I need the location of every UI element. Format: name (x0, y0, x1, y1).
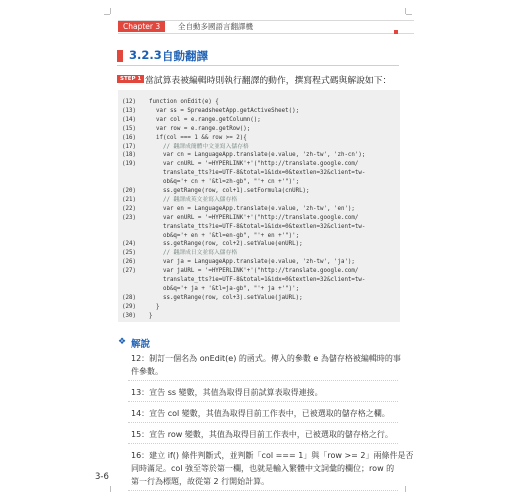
note-separator (128, 490, 398, 491)
code-text: translate_tts?ie=UTF-8&total=1&idx=0&textlen=32&client=tw- (149, 277, 366, 283)
code-listing (118, 90, 400, 322)
step-text: 當試算表被編輯時則執行翻譯的動作，撰寫程式碼與解說如下： (145, 76, 392, 86)
code-line-number: (18) (122, 152, 136, 159)
code-text: var cnURL = '=HYPERLINK'+'("http://translate.google.com/ (149, 161, 359, 168)
code-text: var ss = SpreadsheetApp.getActiveSheet(); (149, 107, 300, 114)
code-comment: // 翻譯成簡體中文並寫入儲存格 (149, 143, 249, 150)
section-rule (117, 65, 399, 66)
header-rule-bottom (118, 33, 414, 34)
code-line-number: (25) (122, 250, 136, 257)
code-line-number: (13) (122, 107, 136, 114)
chapter-tag: Chapter 3 (118, 21, 165, 32)
code-line-number: (20) (122, 188, 136, 194)
page-number: 3-6 (95, 472, 109, 482)
code-line-number: (27) (122, 268, 136, 275)
explanation-note-line: 12：制訂一個名為 onEdit(e) 的函式。傳入的參數 e 為儲存格被編輯時的事 (131, 354, 401, 363)
header-marker (394, 30, 398, 34)
code-line-number: (16) (122, 134, 136, 141)
code-comment: // 翻譯成英文並寫入儲存格 (149, 196, 238, 203)
chapter-title: 全自動多國語言翻譯機 (178, 22, 253, 31)
code-text: if(col === 1 && row >= 2){ (149, 134, 247, 141)
note-separator (128, 422, 398, 423)
code-text: translate_tts?ie=UTF-8&total=1&idx=0&textlen=32&client=tw- (149, 170, 366, 177)
code-text: } (149, 303, 160, 310)
code-line-number: (12) (122, 99, 136, 105)
section-title: 自動翻譯 (162, 49, 208, 63)
code-text: ob&q='+ ja + '&tl=ja-gb", "'+ ja +'")'; (149, 285, 300, 292)
code-text: var en = LanguageApp.translate(e.value, 'zh-tw', 'en'); (149, 205, 355, 212)
explanation-icon: ❖ (118, 337, 127, 347)
note-separator (128, 401, 398, 402)
section-number: 3.2.3 (129, 48, 162, 62)
code-line-number: (17) (122, 143, 136, 150)
code-line-number: (14) (122, 116, 136, 123)
explanation-note-line: 15：宣告 row 變數，其值為取得目前工作表中，已被選取的儲存格之行。 (131, 430, 393, 439)
code-line-number: (21) (122, 196, 136, 203)
code-line-number: (28) (122, 294, 136, 301)
note-separator (128, 443, 398, 444)
code-text: var col = e.range.getColumn(); (149, 116, 261, 123)
code-line-number: (22) (122, 205, 136, 212)
code-line-number: (26) (122, 259, 136, 266)
code-text: ob&q='+ en + '&tl=en-gb", "'+ en +'")'; (149, 232, 300, 239)
code-text: ss.getRange(row, col+3).setValue(jaURL); (149, 294, 303, 301)
explanation-title: 解說 (131, 339, 151, 350)
code-line-number: (24) (122, 241, 136, 248)
code-text: ob&q='+ cn + '&tl=zh-gb", "'+ cn +'")'; (149, 179, 300, 186)
code-text: } (149, 312, 153, 319)
step-badge: STEP 1 (117, 75, 144, 83)
code-text: ss.getRange(row, col+2).setValue(enURL); (149, 241, 303, 248)
code-text: function onEdit(e) { (149, 99, 219, 105)
code-text: var row = e.range.getRow(); (149, 125, 251, 132)
explanation-note-line: 第一行為標題，故從第 2 行開始計算。 (131, 477, 270, 486)
code-line-number: (19) (122, 161, 136, 168)
code-text: var ja = LanguageApp.translate(e.value, 'zh-tw', 'ja'); (149, 259, 355, 266)
explanation-note-line: 件參數。 (131, 367, 163, 376)
code-comment: // 翻譯成日文並寫入儲存格 (149, 250, 238, 257)
code-line-number: (15) (122, 125, 136, 132)
code-text: var cn = LanguageApp.translate(e.value, 'zh-tw', 'zh-cn'); (149, 152, 366, 159)
crop-mark (405, 486, 406, 492)
code-line-number: (30) (122, 312, 136, 319)
crop-mark (110, 486, 111, 492)
explanation-note-line: 13：宣告 ss 變數，其值為取得目前試算表取得連接。 (131, 388, 323, 397)
note-separator (128, 380, 398, 381)
code-line-number: (29) (122, 303, 136, 310)
code-text: translate_tts?ie=UTF-8&total=1&idx=0&textlen=32&client=tw- (149, 223, 366, 230)
explanation-note-line: 同時滿足。col 強至等於第一欄，也就是輸入繁體中文詞彙的欄位；row 的 (131, 464, 395, 473)
section-marker (117, 50, 123, 62)
code-text: var jaURL = '=HYPERLINK'+'("http://translate.google.com/ (149, 268, 359, 275)
explanation-note-line: 14：宣告 col 變數，其值為取得目前工作表中，已被選取的儲存格之欄。 (131, 409, 390, 418)
crop-mark (104, 14, 110, 15)
code-text: ss.getRange(row, col+1).setFormula(cnURL); (149, 188, 310, 194)
code-text: var enURL = '=HYPERLINK'+'("http://translate.google.com/ (149, 214, 359, 221)
code-line-number: (23) (122, 214, 136, 221)
crop-mark (406, 14, 412, 15)
explanation-note-line: 16：建立 if() 條件判斷式，並判斷「col === 1」與「row >= 2」兩條件是否 (131, 451, 414, 460)
crop-mark (110, 8, 111, 14)
